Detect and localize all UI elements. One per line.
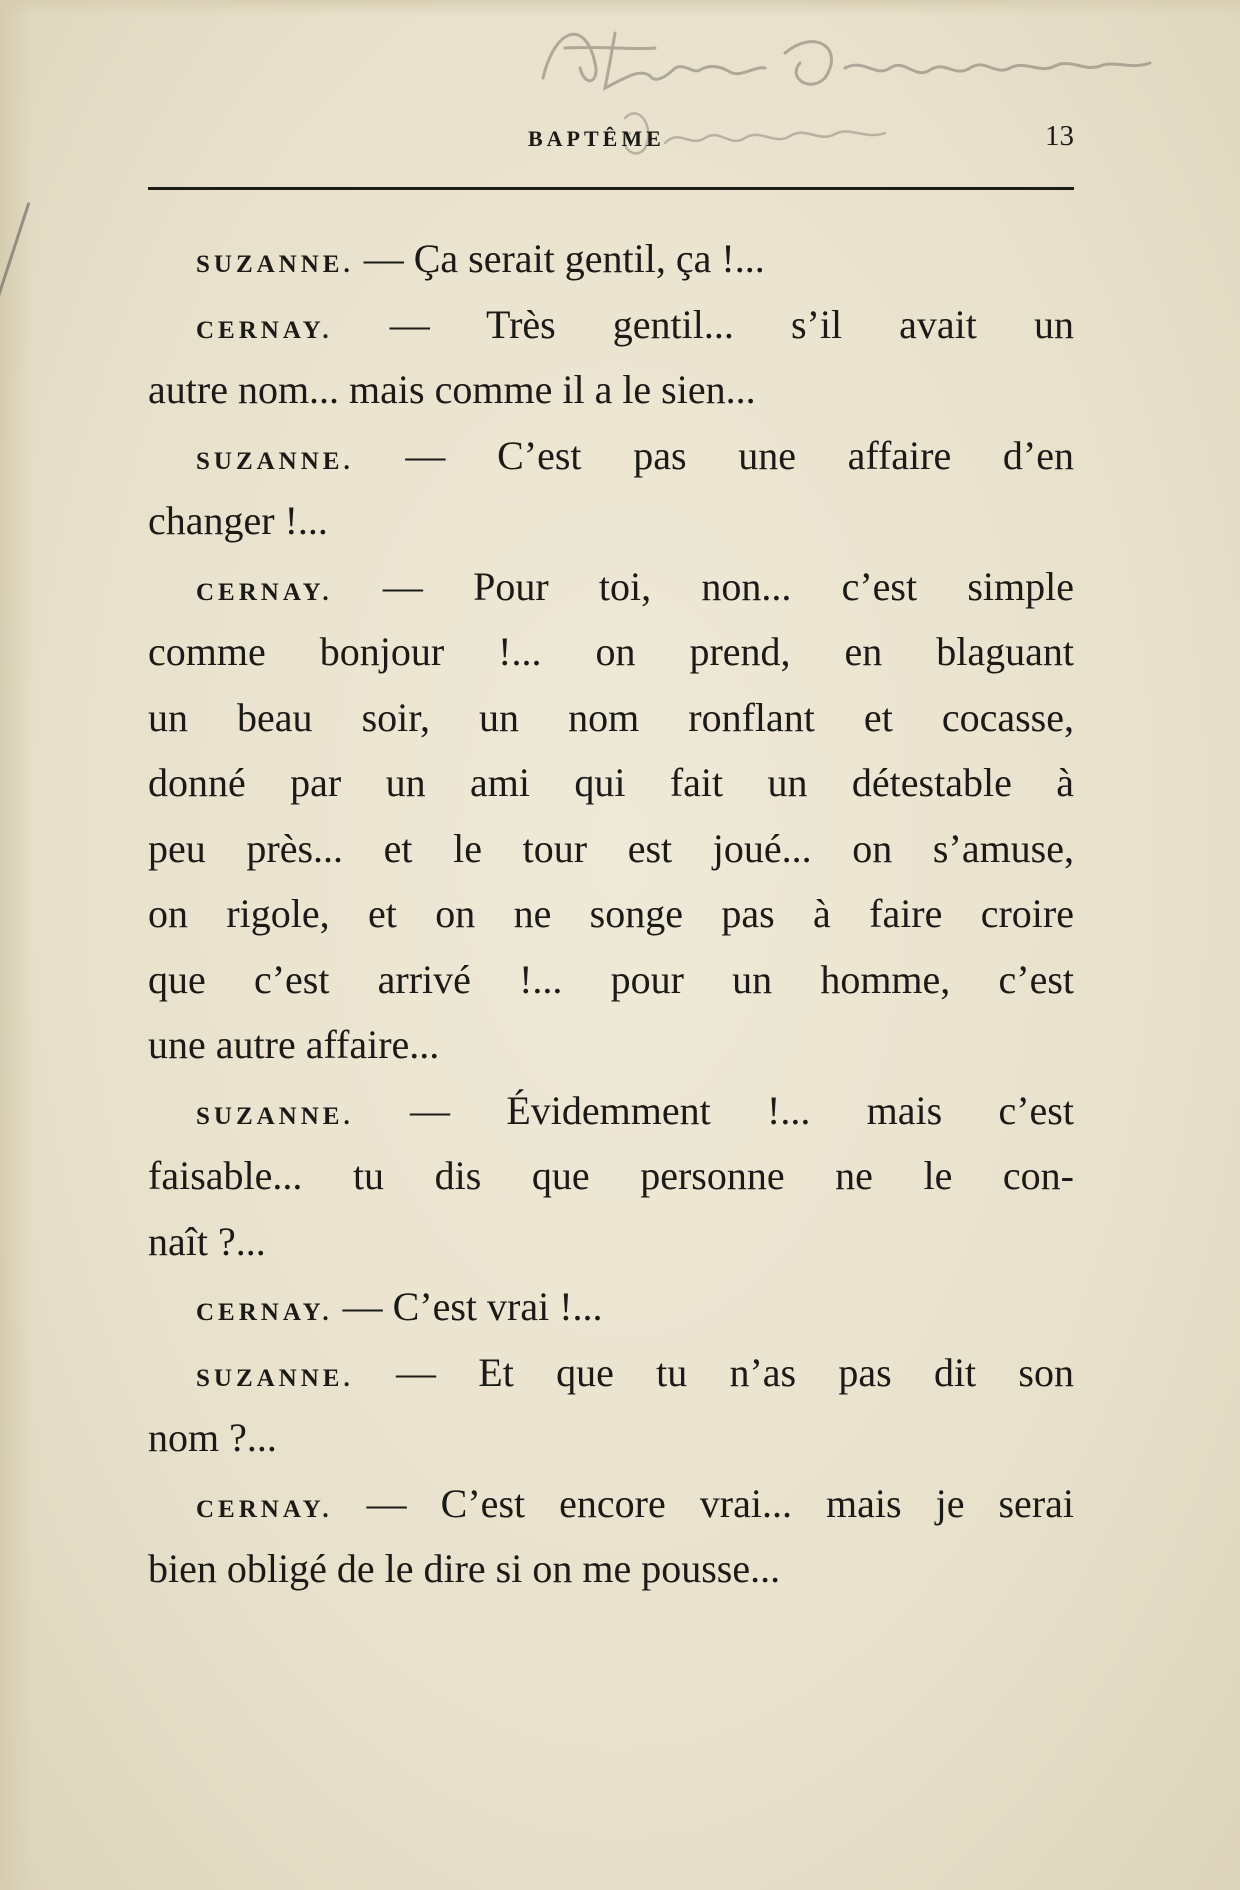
dialogue-line [148,357,1074,423]
dialogue-line-speaker [148,292,1074,358]
line-text: — C’est vrai !... [332,1284,603,1329]
dialogue-line-speaker [148,423,1074,489]
speaker-name: SUZANNE. [196,1102,354,1130]
dialogue-line [148,750,1074,816]
dialogue-line-speaker [148,1274,1074,1340]
dialogue-line [148,1012,1074,1078]
dialogue-line [148,619,1074,685]
dialogue-line-speaker [148,226,1074,292]
line-text: — Pour toi, non... c’est simple [332,563,1074,609]
dialogue-line [148,947,1074,1013]
line-text: une autre affaire... [148,1022,440,1067]
dialogue-line-speaker [148,1078,1074,1144]
line-text: donné par un ami qui fait un détestable à [148,760,1074,805]
speaker-name: CERNAY. [196,1495,333,1523]
speaker-name: CERNAY. [196,578,333,606]
line-text: que c’est arrivé !... pour un homme, c’est [148,956,1074,1002]
dialogue-line [148,881,1074,947]
line-text: comme bonjour !... on prend, en blaguant [148,629,1074,674]
dialogue-line [148,488,1074,554]
line-text: faisable... tu dis que personne ne le con- [148,1153,1074,1198]
line-text: — Évidemment !... mais c’est [353,1087,1074,1133]
dialogue-text [148,226,1074,1602]
dialogue-line [148,816,1074,882]
dialogue-line [148,1405,1074,1471]
line-text: changer !... [148,498,328,543]
dialogue-line [148,1209,1074,1275]
header-rule [148,187,1074,190]
speaker-name: SUZANNE. [196,251,354,278]
line-text: on rigole, et on ne songe pas à faire croire [148,891,1074,936]
page-number: 13 [1045,120,1074,152]
line-text: peu près... et le tour est joué... on s’amuse, [148,825,1074,871]
line-text: — Ça serait gentil, ça !... [353,236,765,281]
handwritten-signature [525,8,1185,198]
dialogue-line-speaker [148,554,1074,620]
page-left-edge [0,0,34,1890]
dialogue-line [148,685,1074,751]
dialogue-line-speaker [148,1471,1074,1537]
speaker-name: CERNAY. [196,1299,333,1326]
speaker-name: SUZANNE. [196,447,354,475]
line-text: un beau soir, un nom ronflant et cocasse, [148,694,1074,740]
line-text: bien obligé de le dire si on me pousse... [148,1546,781,1591]
speaker-name: CERNAY. [196,316,333,344]
running-title: BAPTÊME [528,126,665,151]
line-text: — Très gentil... s’il avait un [332,301,1074,347]
dialogue-line [148,1536,1074,1602]
line-text: — Et que tu n’as pas dit son [353,1349,1074,1395]
line-text: nom ?... [148,1415,277,1460]
line-text: — C’est encore vrai... mais je serai [332,1480,1074,1526]
page-header [148,112,1074,158]
line-text: — C’est pas une affaire d’en [353,432,1074,478]
line-text: naît ?... [148,1218,266,1264]
speaker-name: SUZANNE. [196,1364,354,1392]
dialogue-line-speaker [148,1340,1074,1406]
line-text: autre nom... mais comme il a le sien... [148,367,756,412]
dialogue-line [148,1143,1074,1209]
